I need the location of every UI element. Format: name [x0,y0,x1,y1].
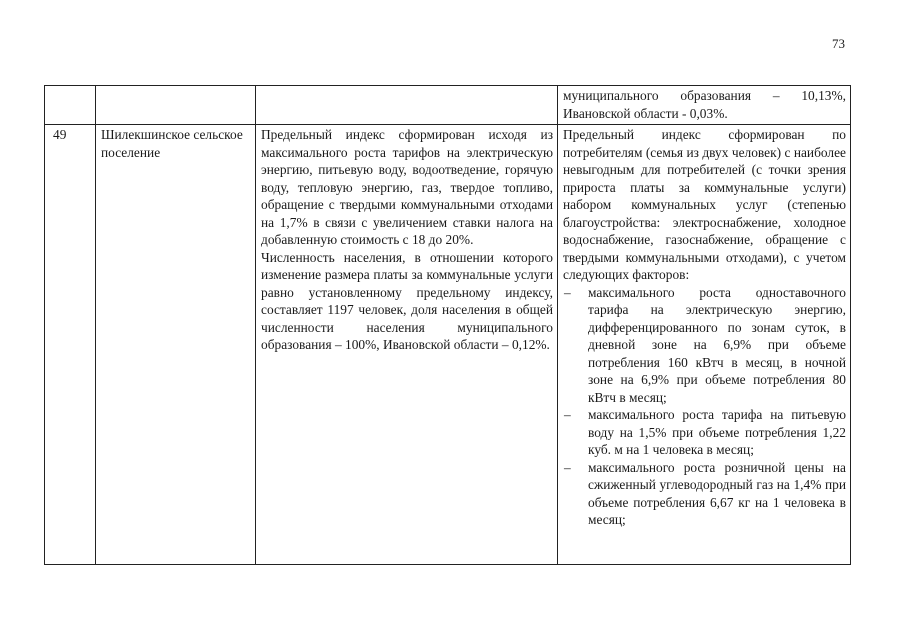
table-row-continuation [45,86,851,125]
effect-intro: Предельный индекс сформирован по потребителям (семья из двух человек) с наиболее невыгодным для потребителей (с точки зрения прироста платы за коммунальные услуги) набором коммунальных услуг (степенью благоустройства: электроснабжение, холодное водоснабжение, газоснабжение, обращение с твердыми коммунальными отходами), с учетом следующих факторов: [563,127,846,282]
effect-cell [558,125,851,565]
list-item: – максимального роста розничной цены на сжиженный углеводородный газ на 1,4% при объеме потребления 6,67 кг на 1 человека в месяц; [563,459,846,529]
page-number: 73 [832,36,845,51]
tariff-table [44,85,851,565]
list-item: – максимального роста одноставочного тарифа на электрическую энергию, дифференцированного по зонам суток, в дневной зоне на 6,9% при объеме потребления 160 кВтч в месяц, в ночной зоне на 6,9% при объеме потребления 80 кВтч в месяц; [563,284,846,407]
cell-justification-empty [256,86,558,125]
factors-list [563,284,846,529]
justification-paragraph-2: Численность населения, в отношении которого изменение размера платы за коммунальные услуги равно установленному предельному индексу, составляет 1197 человек, доля населения в общей численности населения муниципального образования – 100%, Ивановской области – 0,12%. [261,249,553,352]
cell-number-empty [45,86,96,125]
cell-effect-continuation: муниципального образования – 10,13%, Ивановской области - 0,03%. [558,86,851,125]
cell-municipality-empty [96,86,256,125]
list-item: – максимального роста тарифа на питьевую воду на 1,5% при объеме потребления 1,22 куб. м на 1 человека в месяц; [563,406,846,459]
justification-cell [256,125,558,565]
row-number: 49 [45,125,96,565]
justification-paragraph-1: Предельный индекс сформирован исходя из максимального роста тарифов на электрическую энергию, питьевую воду, водоотведение, горячую воду, тепловую энергию, газ, твердое топливо, обращение с твердыми коммунальными отходами на 1,7% в связи с увеличением ставки налога на добавленную стоимость с 18 до 20%. [261,127,553,247]
municipality-name: Шилекшинское сельское поселение [96,125,256,565]
table-row-49 [45,125,851,565]
